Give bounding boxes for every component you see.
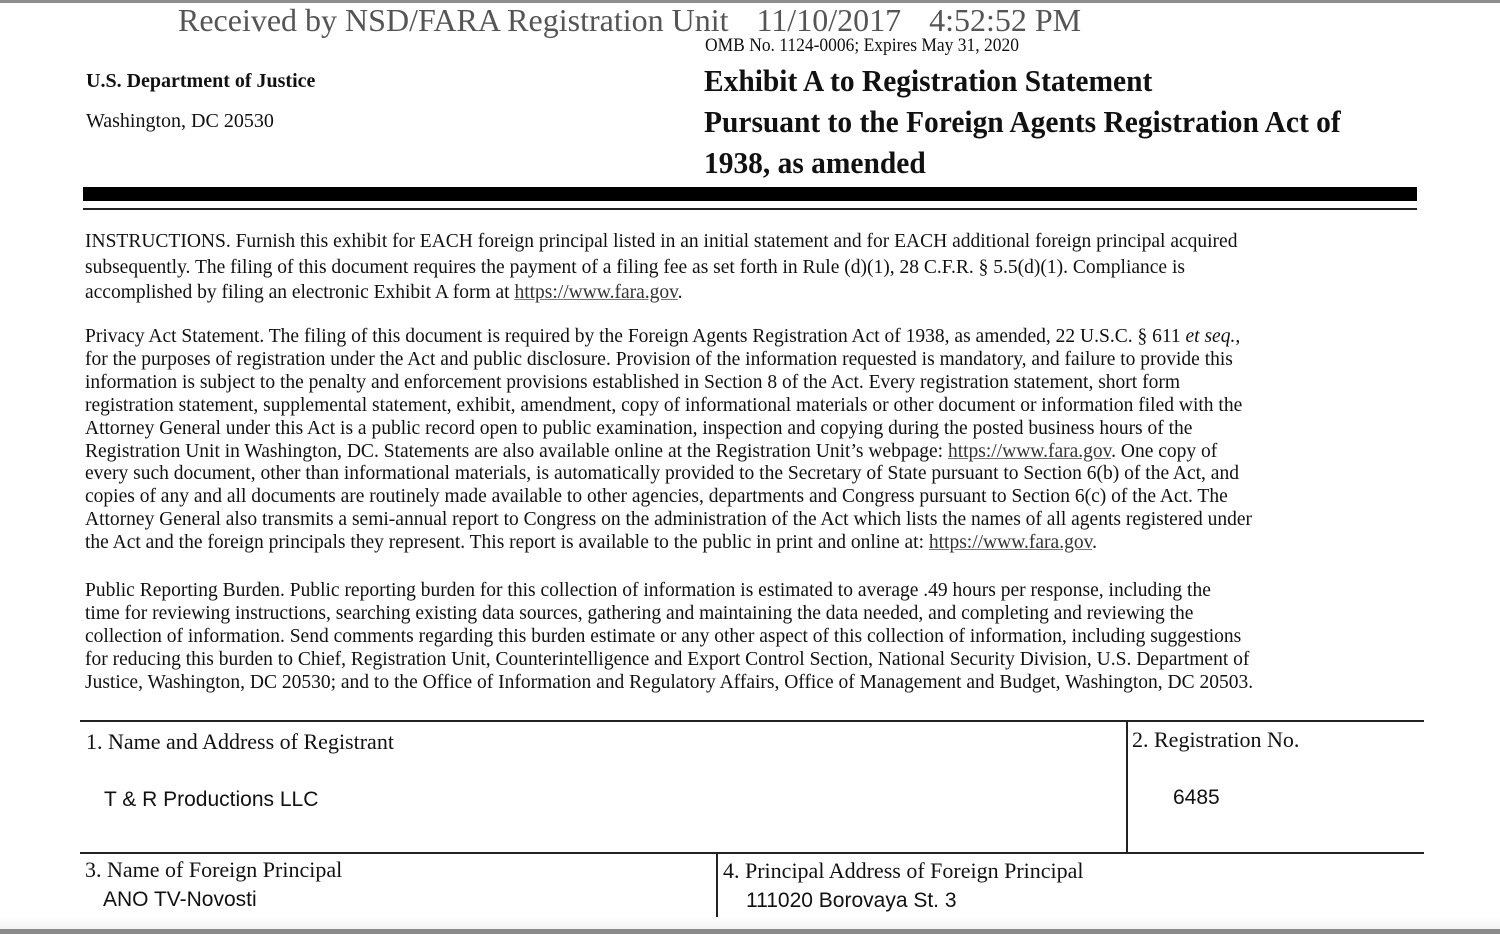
text-line: INSTRUCTIONS. Furnish this exhibit for EACH foreign principal listed in an initial statement and for EACH additional foreign principal acquired [85, 231, 1238, 252]
principal-address-label: 4. Principal Address of Foreign Principal [723, 858, 1084, 883]
text-line: Attorney General also transmits a semi-annual report to Congress on the administration of the Act which lists the names of all agents registered under [85, 509, 1252, 531]
text-line: for the purposes of registration under the Act and public disclosure. Provision of the information requested is mandatory, and failure to provide this [85, 348, 1233, 370]
stamp-date: 11/10/2017 [756, 2, 902, 38]
text-segment-italic: et seq. [1185, 326, 1236, 347]
header-rule-thin [83, 208, 1417, 210]
foreign-principal-label: 3. Name of Foreign Principal [85, 857, 343, 882]
text-line: every such document, other than informational materials, is automatically provided to the Secretary of State pursuant to Section 6(b) of the Act, and [85, 463, 1239, 485]
text-segment: accomplished by filing an electronic Exhibit A form at [85, 282, 515, 303]
department-city: Washington, DC 20530 [86, 110, 274, 132]
received-stamp [178, 2, 1081, 39]
form-row1-top-border [80, 720, 1424, 722]
text-line: for reducing this burden to Chief, Registration Unit, Counterintelligence and Export Control Section, National Security Division, U.S. Department of [85, 649, 1250, 670]
text-line: copies of any and all documents are routinely made available to other agencies, departments and Congress pursuant to Section 6(c) of the Act. The [85, 486, 1228, 508]
stamp-time: 4:52:52 PM [929, 2, 1082, 38]
department-name: U.S. Department of Justice [86, 70, 316, 92]
fara-link[interactable]: https://www.fara.gov [947, 440, 1112, 462]
text-segment: . [677, 282, 683, 303]
text-segment: , [1235, 326, 1241, 347]
form-row2-divider [716, 852, 718, 918]
title-line: Exhibit A to Registration Statement [704, 63, 1153, 98]
text-line: collection of information. Send comments regarding this burden estimate or any other aspect of this collection of information, including suggestions [85, 626, 1242, 647]
text-line: information is subject to the penalty and enforcement provisions established in Section 8 of the Act. Every registration statement, short form [85, 371, 1180, 393]
text-line: Public Reporting Burden. Public reporting burden for this collection of information is estimated to average .49 hours per response, including the [85, 580, 1211, 601]
text-line: time for reviewing instructions, searching existing data sources, gathering and maintaining the data needed, and completing and reviewing the [85, 603, 1194, 624]
instructions-paragraph [85, 229, 1425, 306]
text-line [85, 532, 1425, 555]
fara-link[interactable]: https://www.fara.gov [514, 282, 678, 303]
viewer-bottom-border [0, 929, 1500, 934]
text-segment: . [1092, 532, 1097, 554]
registration-no-label: 2. Registration No. [1132, 727, 1300, 752]
privacy-act-paragraph [85, 326, 1425, 555]
text-segment: the Act and the foreign principals they represent. This report is available to the public in print and online at: [85, 532, 929, 554]
document-title [704, 60, 1398, 183]
registration-no-value[interactable]: 6485 [1173, 786, 1220, 809]
registrant-value[interactable]: T & R Productions LLC [104, 788, 319, 811]
viewer-bottom-shade [0, 917, 1500, 929]
principal-address-value[interactable]: 111020 Borovaya St. 3 [746, 889, 957, 912]
text-line: registration statement, supplemental statement, exhibit, amendment, copy of informational materials or other document or information filed with the [85, 394, 1243, 416]
header-rule-thick [83, 187, 1417, 201]
title-line: Pursuant to the Foreign Agents Registration Act of [704, 104, 1341, 139]
text-line [85, 326, 1425, 349]
text-line: Justice, Washington, DC 20530; and to the Office of Information and Regulatory Affairs, Office of Management and Budget, Washington, DC 20503. [85, 672, 1254, 693]
text-segment: Registration Unit in Washington, DC. Statements are also available online at the Registration Unit’s webpage: [85, 440, 948, 462]
text-segment: Privacy Act Statement. The filing of this document is required by the Foreign Agents Registration Act of 1938, as amended, 22 U.S.C. § 611 [85, 326, 1186, 347]
public-reporting-burden-paragraph [85, 579, 1425, 694]
omb-number: OMB No. 1124-0006; Expires May 31, 2020 [705, 35, 1019, 56]
fara-link[interactable]: https://www.fara.gov [928, 532, 1093, 554]
text-line [85, 280, 1425, 306]
form-row2-top-border [80, 852, 1424, 854]
registrant-label: 1. Name and Address of Registrant [86, 729, 394, 754]
foreign-principal-value[interactable]: ANO TV-Novosti [103, 888, 257, 911]
title-line: 1938, as amended [704, 145, 926, 180]
text-line [85, 441, 1425, 464]
form-row1-divider [1126, 720, 1128, 852]
text-line: Attorney General under this Act is a public record open to public examination, inspection and copying during the posted business hours of the [85, 417, 1193, 439]
stamp-received-by: Received by NSD/FARA Registration Unit [178, 2, 729, 38]
text-segment: . One copy of [1111, 440, 1218, 462]
text-line: subsequently. The filing of this document requires the payment of a filing fee as set forth in Rule (d)(1), 28 C.F.R. § 5.5(d)(1). Compliance is [85, 256, 1185, 278]
